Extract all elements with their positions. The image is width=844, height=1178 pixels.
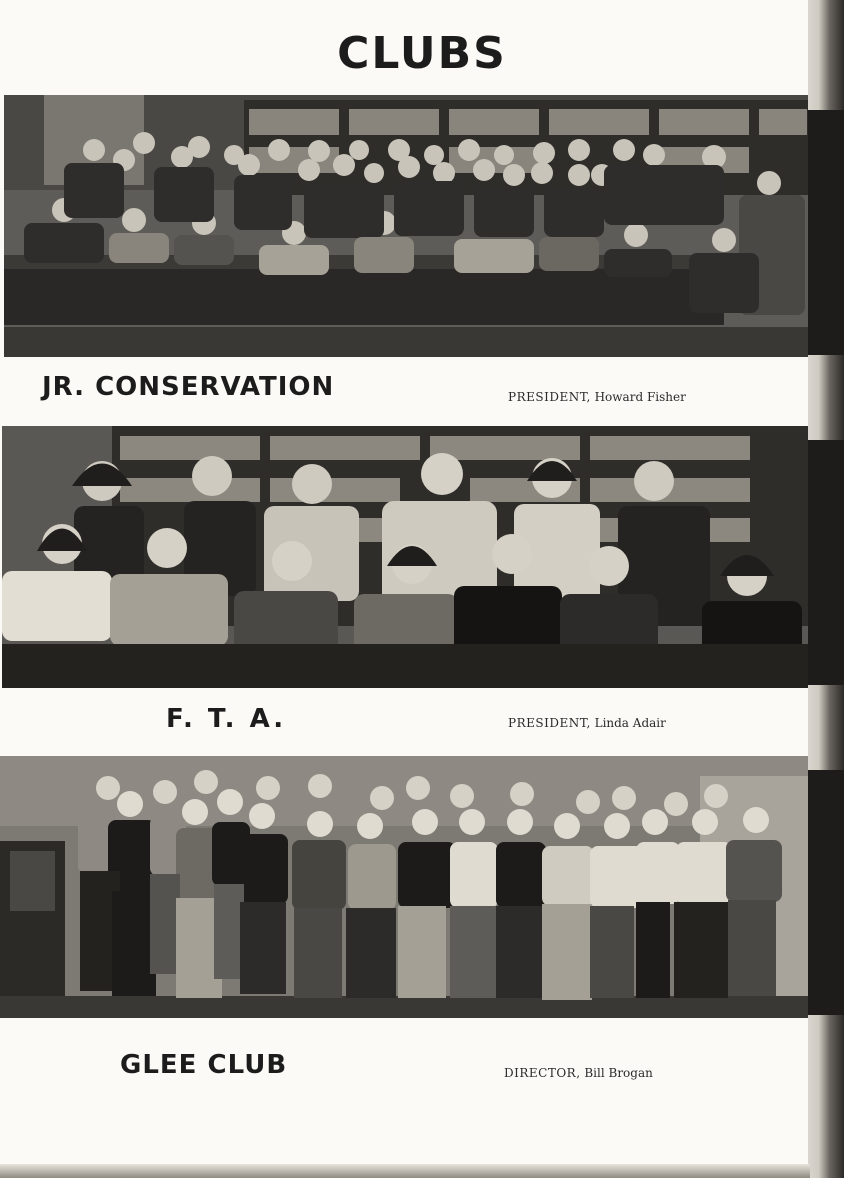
club-name-fta: F. T. A. [166,704,287,734]
officer-jr-conservation [508,390,686,404]
officer-name: Linda Adair [594,716,666,730]
officer-role: PRESIDENT, [508,716,591,730]
officer-glee-club [504,1066,653,1080]
book-binding-shadow [808,0,844,1178]
officer-role: PRESIDENT, [508,390,591,404]
club-name-jr-conservation: JR. CONSERVATION [42,372,335,402]
officer-name: Bill Brogan [584,1066,653,1080]
glee-club-photo [0,756,808,1018]
officer-role: DIRECTOR, [504,1066,581,1080]
officer-fta [508,716,666,730]
page-title: CLUBS [337,28,507,79]
jr-conservation-photo [4,95,810,357]
officer-name: Howard Fisher [594,390,686,404]
fta-photo [2,426,808,688]
club-name-glee-club: GLEE CLUB [120,1050,288,1080]
page-bottom-edge [0,1164,810,1178]
